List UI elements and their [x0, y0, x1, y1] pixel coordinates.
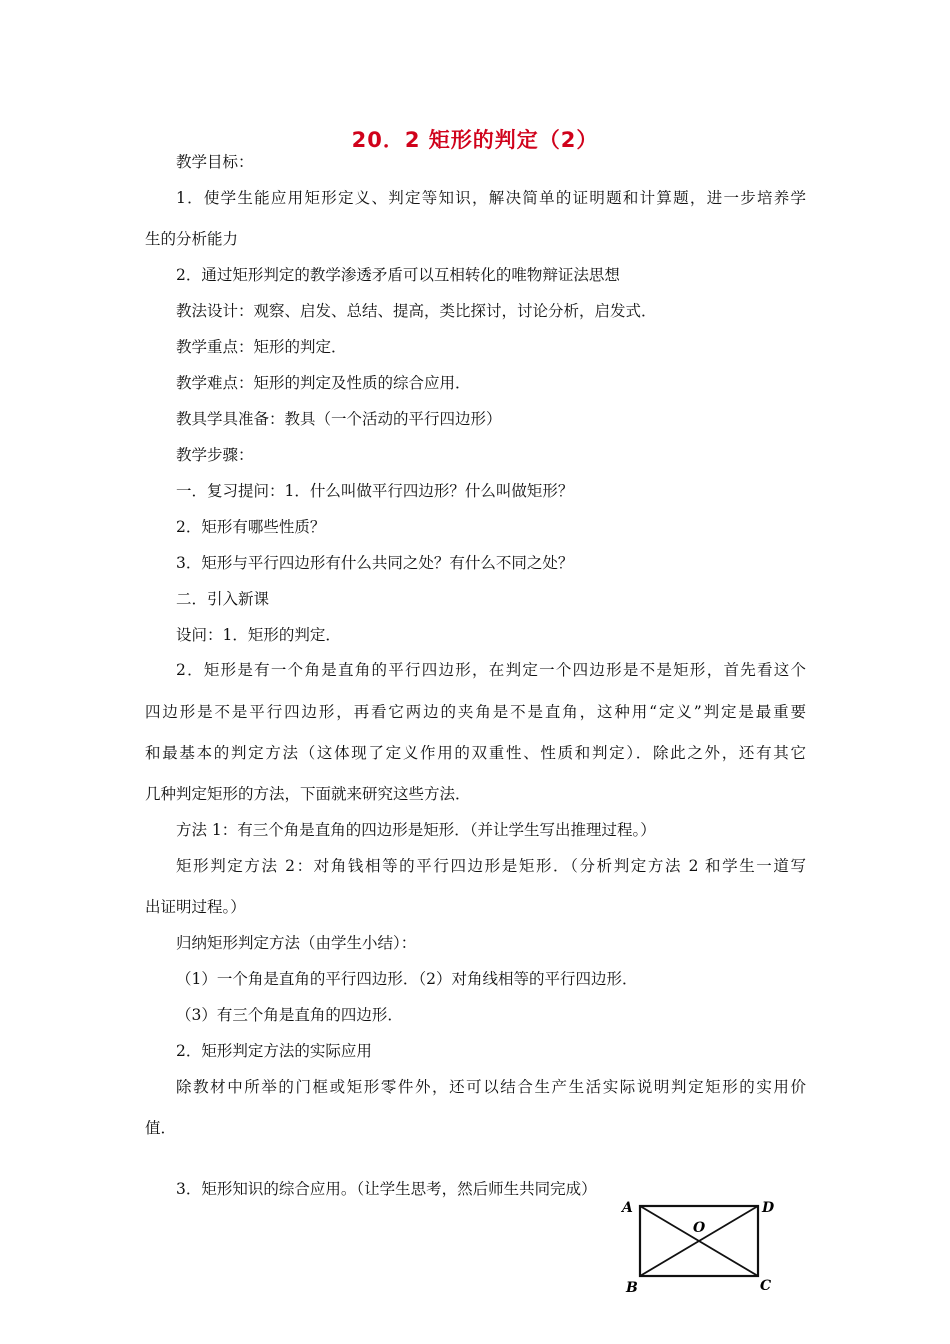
text-line: 矩形判定方法 2：对角钱相等的平行四边形是矩形．（分析判定方法 2 和学生一道写: [176, 857, 806, 875]
text-line: 出证明过程。）: [145, 898, 246, 916]
text-line: （1）一个角是直角的平行四边形．（2）对角线相等的平行四边形．: [176, 970, 638, 988]
text-line: 2．矩形是有一个角是直角的平行四边形，在判定一个四边形是不是矩形，首先看这个: [176, 661, 806, 679]
text-line: 除教材中所举的门框或矩形零件外，还可以结合生产生活实际说明判定矩形的实用价: [176, 1078, 806, 1096]
text-line: 二．引入新课: [176, 590, 270, 608]
text-line: 几种判定矩形的方法，下面就来研究这些方法．: [145, 785, 471, 803]
text-line: 生的分析能力: [145, 230, 239, 248]
text-line: 方法 1：有三个角是直角的四边形是矩形．（并让学生写出推理过程。）: [176, 821, 656, 839]
text-line: 教学步骤：: [176, 446, 254, 464]
text-line: 教学重点：矩形的判定．: [176, 338, 347, 356]
rectangle-figure: [604, 1196, 794, 1300]
text-line: 3．矩形知识的综合应用。（让学生思考，然后师生共同完成）: [176, 1180, 597, 1198]
text-line: 2．矩形有哪些性质？: [176, 518, 326, 536]
rectangle-diagram: [604, 1196, 794, 1300]
text-line: 2．通过矩形判定的教学渗透矛盾可以互相转化的唯物辩证法思想: [176, 266, 620, 284]
text-line: 1．使学生能应用矩形定义、判定等知识，解决简单的证明题和计算题，进一步培养学: [176, 189, 806, 207]
page-title: 20．2 矩形的判定（2）: [351, 128, 599, 152]
center-label-o: O: [693, 1220, 706, 1236]
text-line: 四边形是不是平行四边形，再看它两边的夹角是不是直角，这种用“定义”判定是最重要: [145, 703, 806, 721]
vertex-label-c: C: [760, 1278, 772, 1294]
vertex-label-a: A: [622, 1200, 633, 1216]
text-line: （3）有三个角是直角的四边形．: [176, 1006, 403, 1024]
text-line: 教具学具准备：教具（一个活动的平行四边形）: [176, 410, 502, 428]
text-line: 教法设计：观察、启发、总结、提高，类比探讨，讨论分析，启发式．: [176, 302, 657, 320]
vertex-label-d: D: [762, 1200, 775, 1216]
text-line: 值．: [145, 1119, 177, 1137]
text-line: 设问：1．矩形的判定．: [176, 626, 341, 644]
text-line: 3．矩形与平行四边形有什么共同之处？有什么不同之处？: [176, 554, 574, 572]
text-line: 一．复习提问：1．什么叫做平行四边形？什么叫做矩形？: [176, 482, 574, 500]
vertex-label-b: B: [626, 1280, 638, 1296]
text-line: 教学目标：: [176, 153, 254, 171]
text-line: 和最基本的判定方法（这体现了定义作用的双重性、性质和判定）．除此之外，还有其它: [145, 744, 806, 762]
text-line: 归纳矩形判定方法（由学生小结）：: [176, 934, 417, 952]
text-line: 2．矩形判定方法的实际应用: [176, 1042, 372, 1060]
text-line: 教学难点：矩形的判定及性质的综合应用．: [176, 374, 471, 392]
